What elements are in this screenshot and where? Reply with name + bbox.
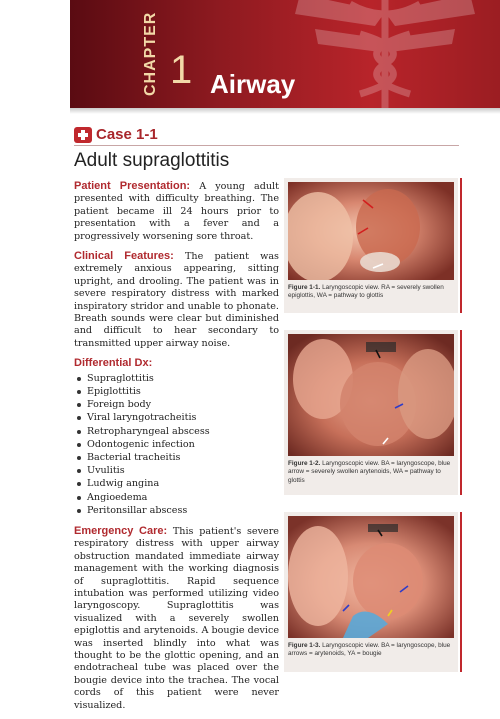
case-divider xyxy=(74,145,459,146)
figure-caption-text: Laryngoscopic view. RA = severely swollen epiglottis, WA = pathway to glottis xyxy=(288,284,444,300)
figure-caption xyxy=(288,460,454,485)
presentation-heading: Patient Presentation: xyxy=(74,180,191,192)
laryngoscopic-image-2 xyxy=(288,334,454,456)
emergency-heading: Emergency Care: xyxy=(74,524,168,537)
list-item: Retropharyngeal abscess xyxy=(87,425,279,438)
case-text-column xyxy=(74,180,279,719)
presentation-paragraph xyxy=(74,180,279,243)
figure-accent-bar xyxy=(460,178,462,313)
emergency-paragraph xyxy=(74,525,279,712)
figure-caption xyxy=(288,642,454,659)
laryngoscopic-image-3 xyxy=(288,516,454,638)
figure-1-3 xyxy=(284,512,458,672)
presentation-text: A young adult presented with difficulty breathing. The patient became ill 24 hours prior to presentation with a fever and a progressively worsening sore throat. xyxy=(74,181,279,242)
header-shadow xyxy=(70,108,500,114)
list-item: Uvulitis xyxy=(87,464,279,477)
list-item: Odontogenic infection xyxy=(87,438,279,451)
differential-list xyxy=(74,372,279,517)
figure-caption-text: Laryngoscopic view. BA = laryngoscope, blue arrow = severely swollen arytenoids, WA = pathway to glottis xyxy=(288,460,451,484)
emergency-text: This patient's severe respiratory distress with upper airway obstruction mandated immediate airway management with the working diagnosis of supraglottitis. Rapid sequence intubation was performed utilizing video laryngoscopy. Supraglottitis was visualized with a severely swollen epiglottis and arytenoids. A bougie device was inserted blindly into what was thought to be the glottic opening, and an endotracheal tube was placed over the bougie device into the trachea. The vocal cords of this patient were never visualized. xyxy=(74,525,279,711)
figure-label: Figure 1-1. xyxy=(288,284,321,291)
chapter-header xyxy=(70,0,500,108)
figure-label: Figure 1-2. xyxy=(288,460,321,467)
list-item: Supraglottitis xyxy=(87,372,279,385)
figure-1-2 xyxy=(284,330,458,495)
list-item: Angioedema xyxy=(87,491,279,504)
chapter-title: Airway xyxy=(210,69,296,99)
case-label: Case 1-1 xyxy=(96,126,158,143)
clinical-text: The patient was extremely anxious appearing, sitting upright, and drooling. The patient was in severe respiratory distress with marked inspiratory stridor and unable to phonate. Breath sounds were clear but diminished and difficult to hear secondary to transmitted upper airway noise. xyxy=(74,251,279,349)
case-title: Adult supraglottitis xyxy=(74,150,230,171)
laryngoscopic-image-1 xyxy=(288,182,454,280)
differential-heading: Differential Dx: xyxy=(74,357,153,370)
figure-caption-text: Laryngoscopic view. BA = laryngoscope, blue arrows = arytenoids, YA = bougie xyxy=(288,642,451,658)
figure-label: Figure 1-3. xyxy=(288,642,321,649)
clinical-heading: Clinical Features: xyxy=(74,250,174,263)
case-tag xyxy=(74,126,158,143)
list-item: Ludwig angina xyxy=(87,477,279,490)
clinical-paragraph xyxy=(74,250,279,350)
list-item: Epiglottitis xyxy=(87,385,279,398)
figure-accent-bar xyxy=(460,512,462,672)
figure-accent-bar xyxy=(460,330,462,495)
list-item: Viral laryngotracheitis xyxy=(87,411,279,424)
caduceus-icon xyxy=(280,0,490,108)
list-item: Foreign body xyxy=(87,398,279,411)
figure-1-1 xyxy=(284,178,458,313)
medical-cross-icon xyxy=(74,127,92,143)
list-item: Peritonsillar abscess xyxy=(87,504,279,517)
figure-caption xyxy=(288,284,454,301)
list-item: Bacterial tracheitis xyxy=(87,451,279,464)
chapter-label: CHAPTER xyxy=(142,11,159,97)
chapter-number: 1 xyxy=(170,48,193,92)
